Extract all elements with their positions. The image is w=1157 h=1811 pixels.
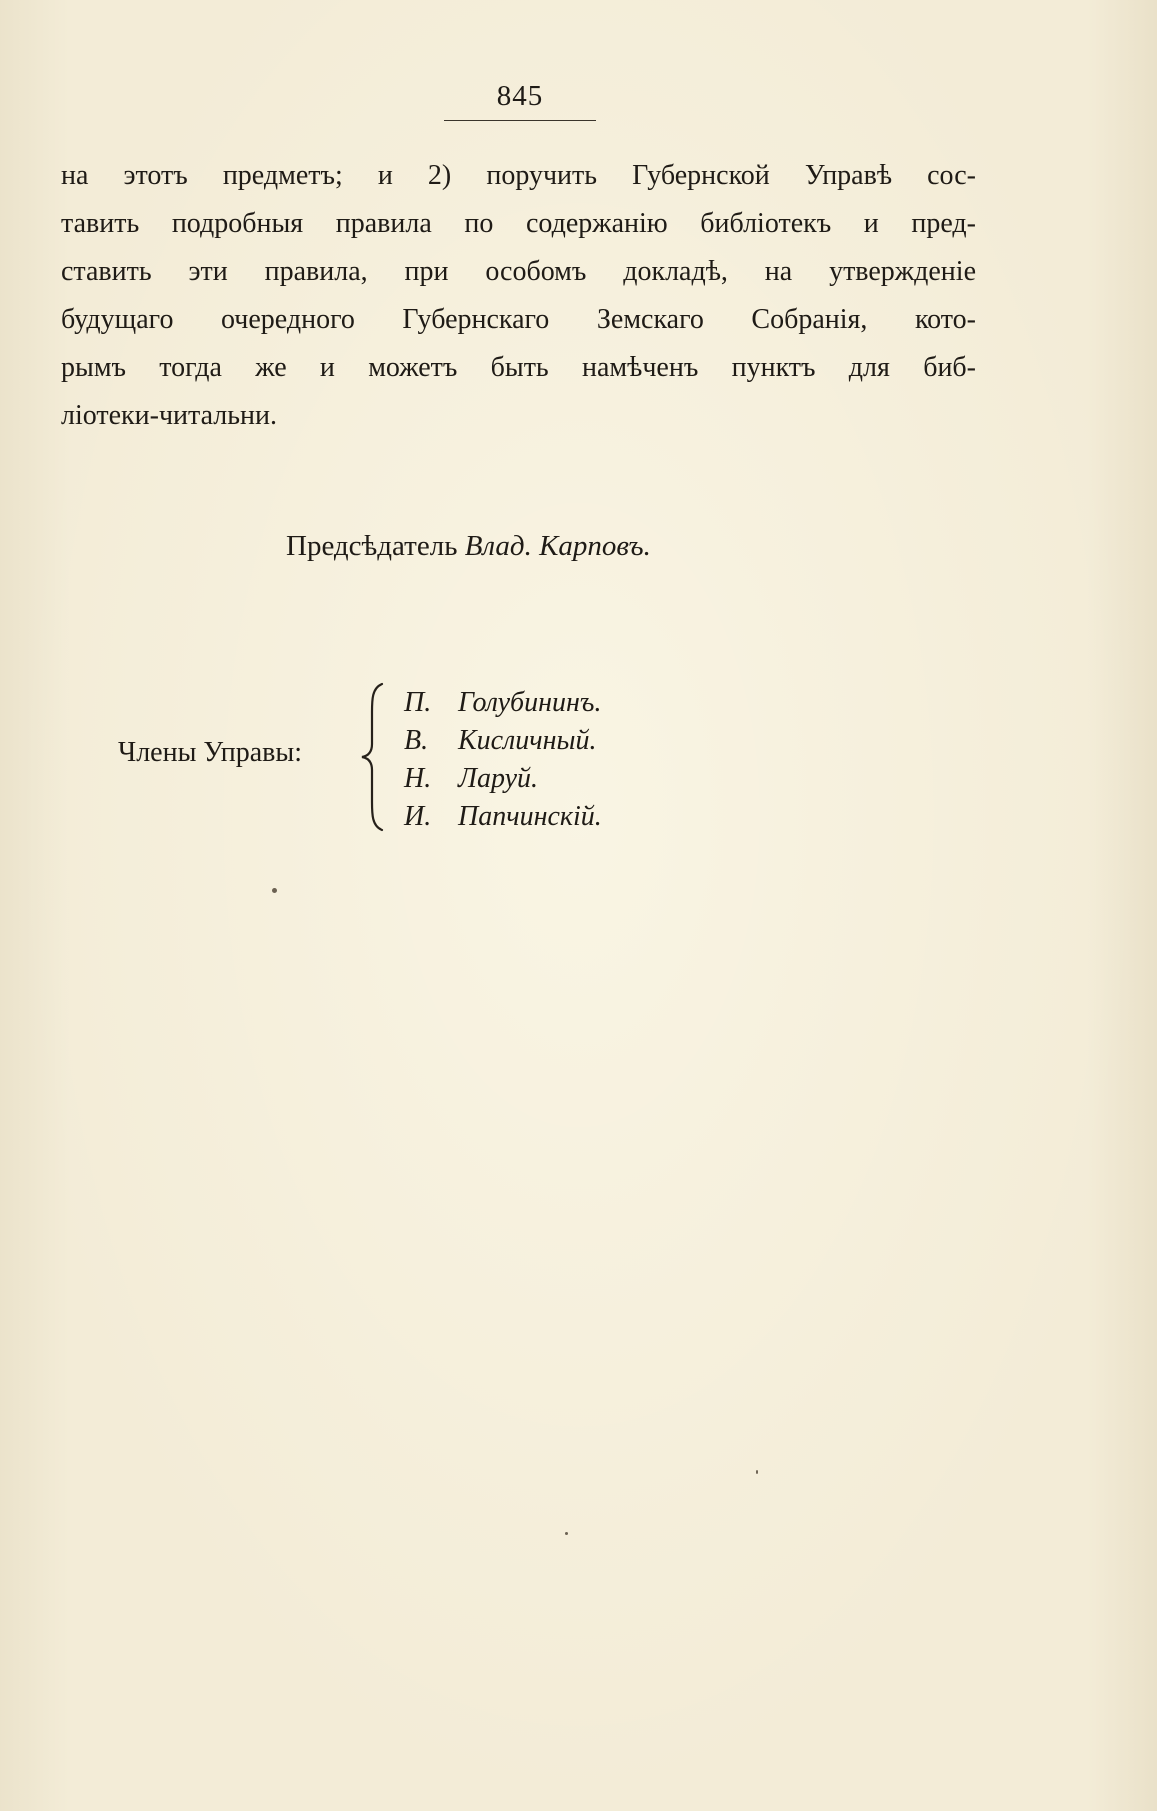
body-line-6: ліотеки-читальни. — [61, 400, 277, 431]
ink-speck — [272, 888, 277, 893]
page-number-rule — [444, 120, 596, 121]
member-2 — [404, 722, 602, 760]
ink-speck — [565, 1532, 568, 1535]
members-label: Члены Управы: — [118, 737, 302, 768]
chairman-name: Влад. Карповъ. — [464, 530, 651, 562]
body-line-4: будущаго очередного Губернскаго Земскаго Собранія, кото- — [61, 304, 976, 335]
member-1-surname: Голубининъ. — [458, 687, 602, 718]
body-line-1: на этотъ предметъ; и 2) поручить Губернской Управѣ сос- — [61, 160, 976, 191]
chairman-title: Предсѣдатель — [286, 530, 458, 562]
chairman-signature — [286, 530, 651, 563]
member-4-initial: И. — [404, 801, 432, 832]
member-4 — [404, 798, 602, 836]
member-1 — [404, 684, 602, 722]
member-4-surname: Папчинскій. — [458, 801, 602, 832]
member-2-initial: В. — [404, 725, 429, 756]
page-number: 845 — [496, 80, 544, 112]
body-line-3: ставить эти правила, при особомъ докладѣ, на утвержденіе — [61, 256, 976, 287]
member-2-surname: Кисличный. — [458, 725, 597, 756]
body-paragraph — [61, 152, 976, 440]
member-3-surname: Ларуй. — [458, 763, 539, 794]
curly-brace-icon — [358, 682, 398, 832]
member-3 — [404, 760, 602, 798]
member-3-initial: Н. — [404, 763, 432, 794]
members-list — [404, 684, 602, 836]
ink-speck — [756, 1470, 758, 1474]
body-line-5: рымъ тогда же и можетъ быть намѣченъ пунктъ для биб- — [61, 352, 976, 383]
member-1-initial: П. — [404, 687, 432, 718]
body-line-2: тавить подробныя правила по содержанію библіотекъ и пред- — [61, 208, 976, 239]
